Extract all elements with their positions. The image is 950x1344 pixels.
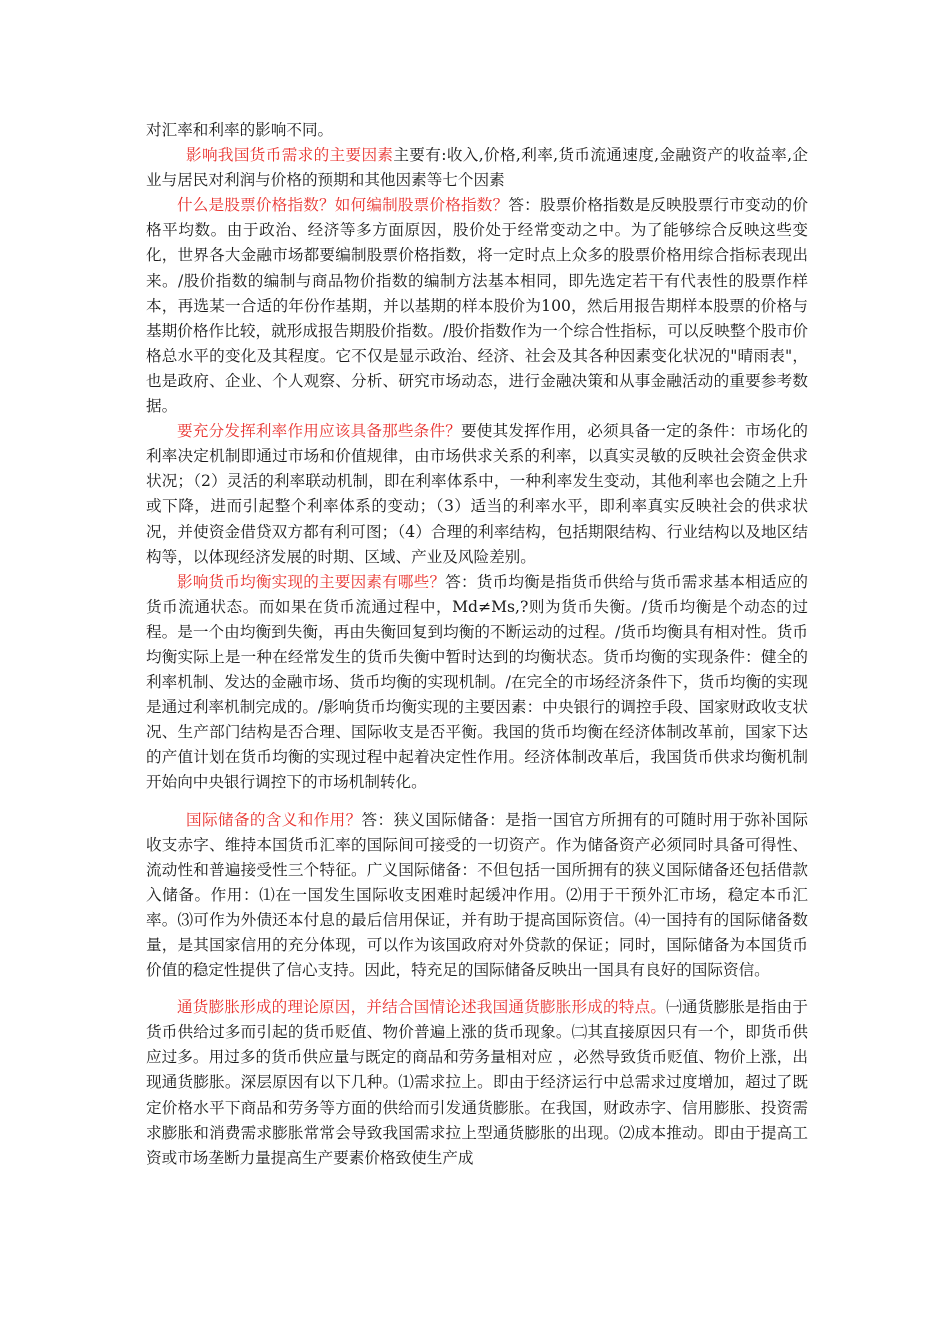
paragraph-2-heading: 影响我国货币需求的主要因素 xyxy=(186,146,394,165)
paragraph-gap xyxy=(146,983,808,995)
paragraph-3 xyxy=(146,193,808,419)
paragraph-gap xyxy=(146,796,808,808)
paragraph-3-heading: 什么是股票价格指数？如何编制股票价格指数？ xyxy=(177,196,509,215)
paragraph-4-heading: 要充分发挥利率作用应该具备那些条件？ xyxy=(177,422,462,441)
paragraph-7-body: ㈠通货膨胀是指由于货币供给过多而引起的货币贬值、物价普遍上涨的货币现象。㈡其直接原因只有一个，即货币供应过多。用过多的货币供应量与既定的商品和劳务量相对应 ，必然导致货币贬值、物价上涨，出现通货膨胀。深层原因有以下几种。⑴需求拉上。即由于经济运行中总需求过度增加，超过了既定价格水平下商品和劳务等方面的供给而引发通货膨胀。在我国，财政赤字、信用膨胀、投资需求膨胀和消费需求膨胀常常会导致我国需求拉上型通货膨胀的出现。⑵成本推动。即由于提高工资或市场垄断力量提高生产要素价格致使生产成 xyxy=(146,998,808,1167)
paragraph-7 xyxy=(146,995,808,1171)
document-page xyxy=(146,118,808,1171)
paragraph-1-body: 对汇率和利率的影响不同。 xyxy=(146,121,334,139)
paragraph-5 xyxy=(146,570,808,796)
paragraph-5-heading: 影响货币均衡实现的主要因素有哪些？ xyxy=(177,572,446,591)
paragraph-4 xyxy=(146,419,808,570)
paragraph-6-body: 答：狭义国际储备：是指一国官方所拥有的可随时用于弥补国际收支赤字、维持本国货币汇率的国际间可接受的一切资产。作为储备资产必须同时具备可得性、流动性和普遍接受性三个特征。广义国际储备：不但包括一国所拥有的狭义国际储备还包括借款入储备。作用：⑴在一国发生国际收支困难时起缓冲作用。⑵用于干预外汇市场，稳定本币汇率。⑶可作为外债还本付息的最后信用保证，并有助于提高国际资信。⑷一国持有的国际储备数量，是其国家信用的充分体现，可以作为该国政府对外贷款的保证；同时，国际储备为本国货币价值的稳定性提供了信心支持。因此，特充足的国际储备反映出一国具有良好的国际资信。 xyxy=(146,810,808,980)
paragraph-5-body: 答：货币均衡是指货币供给与货币需求基本相适应的货币流通状态。而如果在货币流通过程中，Md≠Ms,?则为货币失衡。/货币均衡是个动态的过程。是一个由均衡到失衡，再由失衡回复到均衡的不断运动的过程。/货币均衡具有相对性。货币均衡实际上是一种在经常发生的货币失衡中暂时达到的均衡状态。货币均衡的实现条件：健全的利率机制、发达的金融市场、货币均衡的实现机制。/在完全的市场经济条件下，货币均衡的实现是通过利率机制完成的。/影响货币均衡实现的主要因素：中央银行的调控手段、国家财政收支状况、生产部门结构是否合理、国际收支是否平衡。我国的货币均衡在经济体制改革前，国家下达的产值计划在货币均衡的实现过程中起着决定性作用。经济体制改革后，我国货币供求均衡机制开始向中央银行调控下的市场机制转化。 xyxy=(146,572,808,792)
paragraph-2 xyxy=(146,143,808,193)
paragraph-6 xyxy=(146,808,808,984)
paragraph-3-body: 答：股票价格指数是反映股票行市变动的价格平均数。由于政治、经济等多方面原因，股价处于经常变动之中。为了能够综合反映这些变化，世界各大金融市场都要编制股票价格指数，将一定时点上众多的股票价格用综合指标表现出来。/股价指数的编制与商品物价指数的编制方法基本相同，即先选定若干有代表性的股票作样本，再选某一合适的年份作基期，并以基期的样本股价为100，然后用报告期样本股票的价格与基期价格作比较，就形成报告期股价指数。/股价指数作为一个综合性指标，可以反映整个股市价格总水平的变化及其程度。它不仅是显示政治、经济、社会及其各种因素变化状况的"晴雨表"，也是政府、企业、个人观察、分析、研究市场动态，进行金融决策和从事金融活动的重要参考数据。 xyxy=(146,196,808,416)
paragraph-6-heading: 国际储备的含义和作用？ xyxy=(186,810,362,829)
paragraph-4-body: 要使其发挥作用，必须具备一定的条件：市场化的利率决定机制即通过市场和价值规律，由市场供求关系的利率，以真实灵敏的反映社会资金供求状况；（2）灵活的利率联动机制，即在利率体系中，一种利率发生变动，其他利率也会随之上升或下降，进而引起整个利率体系的变动；（3）适当的利率水平，即利率真实反映社会的供求状况，并使资金借贷双方都有利可图；（4）合理的利率结构，包括期限结构、行业结构以及地区结构等，以体现经济发展的时期、区域、产业及风险差别。 xyxy=(146,422,808,566)
paragraph-7-heading: 通货膨胀形成的理论原因，并结合国情论述我国通货膨胀形成的特点。 xyxy=(177,998,667,1017)
paragraph-2-body: 主要有:收入,价格,利率,货币流通速度,金融资产的收益率,企业与居民对利润与价格的预期和其他因素等七个因素 xyxy=(146,146,808,190)
paragraph-1 xyxy=(146,118,808,143)
